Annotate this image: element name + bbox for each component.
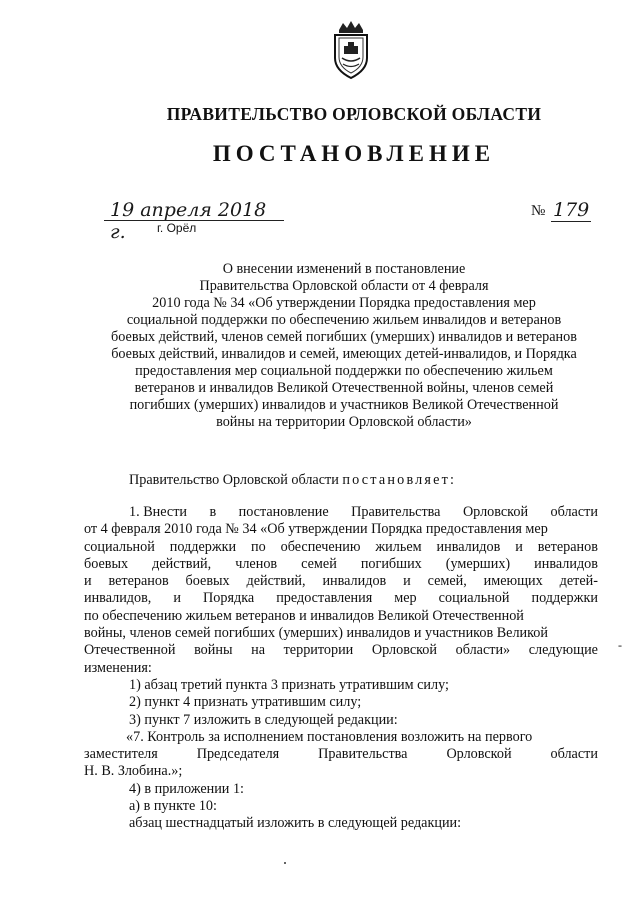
word: области bbox=[550, 746, 598, 763]
word: инвалидов bbox=[436, 538, 501, 555]
document-subject bbox=[84, 261, 604, 431]
word: следующие bbox=[528, 642, 598, 659]
subject-line: О внесении изменений в постановление bbox=[222, 261, 466, 277]
word: и bbox=[84, 573, 92, 590]
subject-line: боевых действий, членов семей погибших (умерших) инвалидов и ветеранов bbox=[111, 329, 577, 345]
word: семей, bbox=[427, 573, 467, 590]
subject-line: Правительства Орловской области от 4 февраля bbox=[199, 278, 489, 294]
word: социальной bbox=[84, 538, 155, 555]
word: действий, bbox=[152, 555, 212, 572]
quote-line bbox=[84, 746, 598, 763]
word: Орловской bbox=[446, 746, 512, 763]
subject-line: погибших (умерших) инвалидов и участников Великой Отечественной bbox=[129, 397, 559, 413]
subject-line: социальной поддержки по обеспечению жильем инвалидов и ветеранов bbox=[126, 312, 562, 328]
word: на bbox=[251, 642, 265, 659]
list-item: 1) абзац третий пункта 3 признать утратившим силу; bbox=[129, 676, 449, 693]
list-item: 2) пункт 4 признать утратившим силу; bbox=[129, 694, 362, 711]
word: боевых bbox=[84, 555, 129, 572]
word: членов bbox=[235, 555, 278, 572]
preamble bbox=[129, 472, 456, 489]
word: области» bbox=[455, 642, 511, 659]
word: Орловской bbox=[371, 642, 437, 659]
body-line bbox=[84, 556, 598, 573]
word: по bbox=[251, 538, 266, 555]
body-line: абзац шестнадцатый изложить в следующей редакции: bbox=[129, 815, 462, 832]
page-speck bbox=[284, 862, 286, 864]
word: области bbox=[550, 504, 598, 520]
subject-line: 2010 года № 34 «Об утверждении Порядка предоставления мер bbox=[152, 295, 536, 311]
word: (умерших) bbox=[445, 555, 511, 572]
word: инвалидов bbox=[322, 573, 387, 590]
preamble-lead: Правительство Орловской области bbox=[129, 472, 343, 488]
city-label: г. Орёл bbox=[157, 221, 197, 235]
word: инвалидов, bbox=[84, 590, 152, 607]
body-line: изменения: bbox=[84, 659, 152, 676]
word: Правительства bbox=[351, 504, 441, 520]
subject-line: предоставления мер социальной поддержки по обеспечению жильем bbox=[135, 363, 553, 379]
word: постановление bbox=[238, 504, 329, 520]
word: территории bbox=[283, 642, 354, 659]
word: предоставления bbox=[276, 590, 373, 607]
word: ветеранов bbox=[537, 538, 598, 555]
word: войны bbox=[194, 642, 233, 659]
body-line bbox=[84, 573, 598, 590]
word: Отечественной bbox=[84, 642, 176, 659]
word: в bbox=[209, 504, 217, 520]
word: социальной bbox=[438, 590, 510, 607]
government-title: ПРАВИТЕЛЬСТВО ОРЛОВСКОЙ ОБЛАСТИ bbox=[166, 104, 542, 124]
word: поддержки bbox=[531, 590, 598, 607]
word: и bbox=[173, 590, 181, 607]
quote-line: «7. Контроль за исполнением постановления возложить на первого bbox=[126, 728, 533, 745]
word: детей- bbox=[559, 573, 598, 590]
number-sign: № bbox=[531, 203, 546, 219]
coat-of-arms-icon bbox=[329, 20, 373, 80]
word: жильем bbox=[375, 538, 422, 555]
word: действий, bbox=[246, 573, 306, 590]
body-line: войны, членов семей погибших (умерших) инвалидов и участников Великой bbox=[84, 625, 548, 642]
document-number bbox=[531, 201, 591, 223]
body-line bbox=[84, 590, 598, 607]
word: инвалидов bbox=[534, 555, 598, 572]
word: семей bbox=[301, 555, 337, 572]
subject-line: боевых действий, инвалидов и семей, имеющих детей-инвалидов, и Порядка bbox=[111, 346, 577, 362]
word: ветеранов bbox=[108, 573, 169, 590]
subject-line: ветеранов и инвалидов Великой Отечественной войны, членов семей bbox=[134, 380, 554, 396]
document-body bbox=[84, 504, 598, 833]
handwritten-date: 19 апреля 2018 г. bbox=[110, 199, 267, 243]
handwritten-number: 179 bbox=[553, 199, 590, 221]
preamble-verb: постановляет: bbox=[342, 472, 457, 488]
quote-line: Н. В. Злобина.»; bbox=[84, 763, 183, 780]
document-type-title: ПОСТАНОВЛЕНИЕ bbox=[212, 141, 496, 166]
word: поддержки bbox=[169, 538, 237, 555]
list-item: 4) в приложении 1: bbox=[129, 780, 244, 797]
word: Орловской bbox=[462, 504, 529, 520]
body-line: от 4 февраля 2010 года № 34 «Об утверждении Порядка предоставления мер bbox=[84, 521, 548, 538]
subject-line: войны на территории Орловской области» bbox=[216, 414, 472, 430]
word: и bbox=[515, 538, 523, 555]
number-underline bbox=[551, 221, 591, 222]
word: имеющих bbox=[483, 573, 543, 590]
word: Порядка bbox=[203, 590, 255, 607]
list-item: 3) пункт 7 изложить в следующей редакции: bbox=[129, 711, 398, 728]
body-line bbox=[84, 642, 598, 659]
word: мер bbox=[394, 590, 417, 607]
body-line: по обеспечению жильем ветеранов и инвалидов Великой Отечественной bbox=[84, 607, 524, 624]
word: Правительства bbox=[318, 746, 408, 763]
body-line bbox=[84, 504, 598, 521]
word: обеспечению bbox=[280, 538, 361, 555]
word: боевых bbox=[185, 573, 230, 590]
list-item: а) в пункте 10: bbox=[129, 798, 217, 815]
body-line bbox=[84, 539, 598, 556]
word: и bbox=[403, 573, 411, 590]
word: 1. Внести bbox=[129, 504, 187, 520]
word: погибших bbox=[360, 555, 422, 572]
word: Председателя bbox=[196, 746, 280, 763]
margin-mark: - bbox=[618, 638, 622, 652]
word: заместителя bbox=[84, 746, 158, 763]
